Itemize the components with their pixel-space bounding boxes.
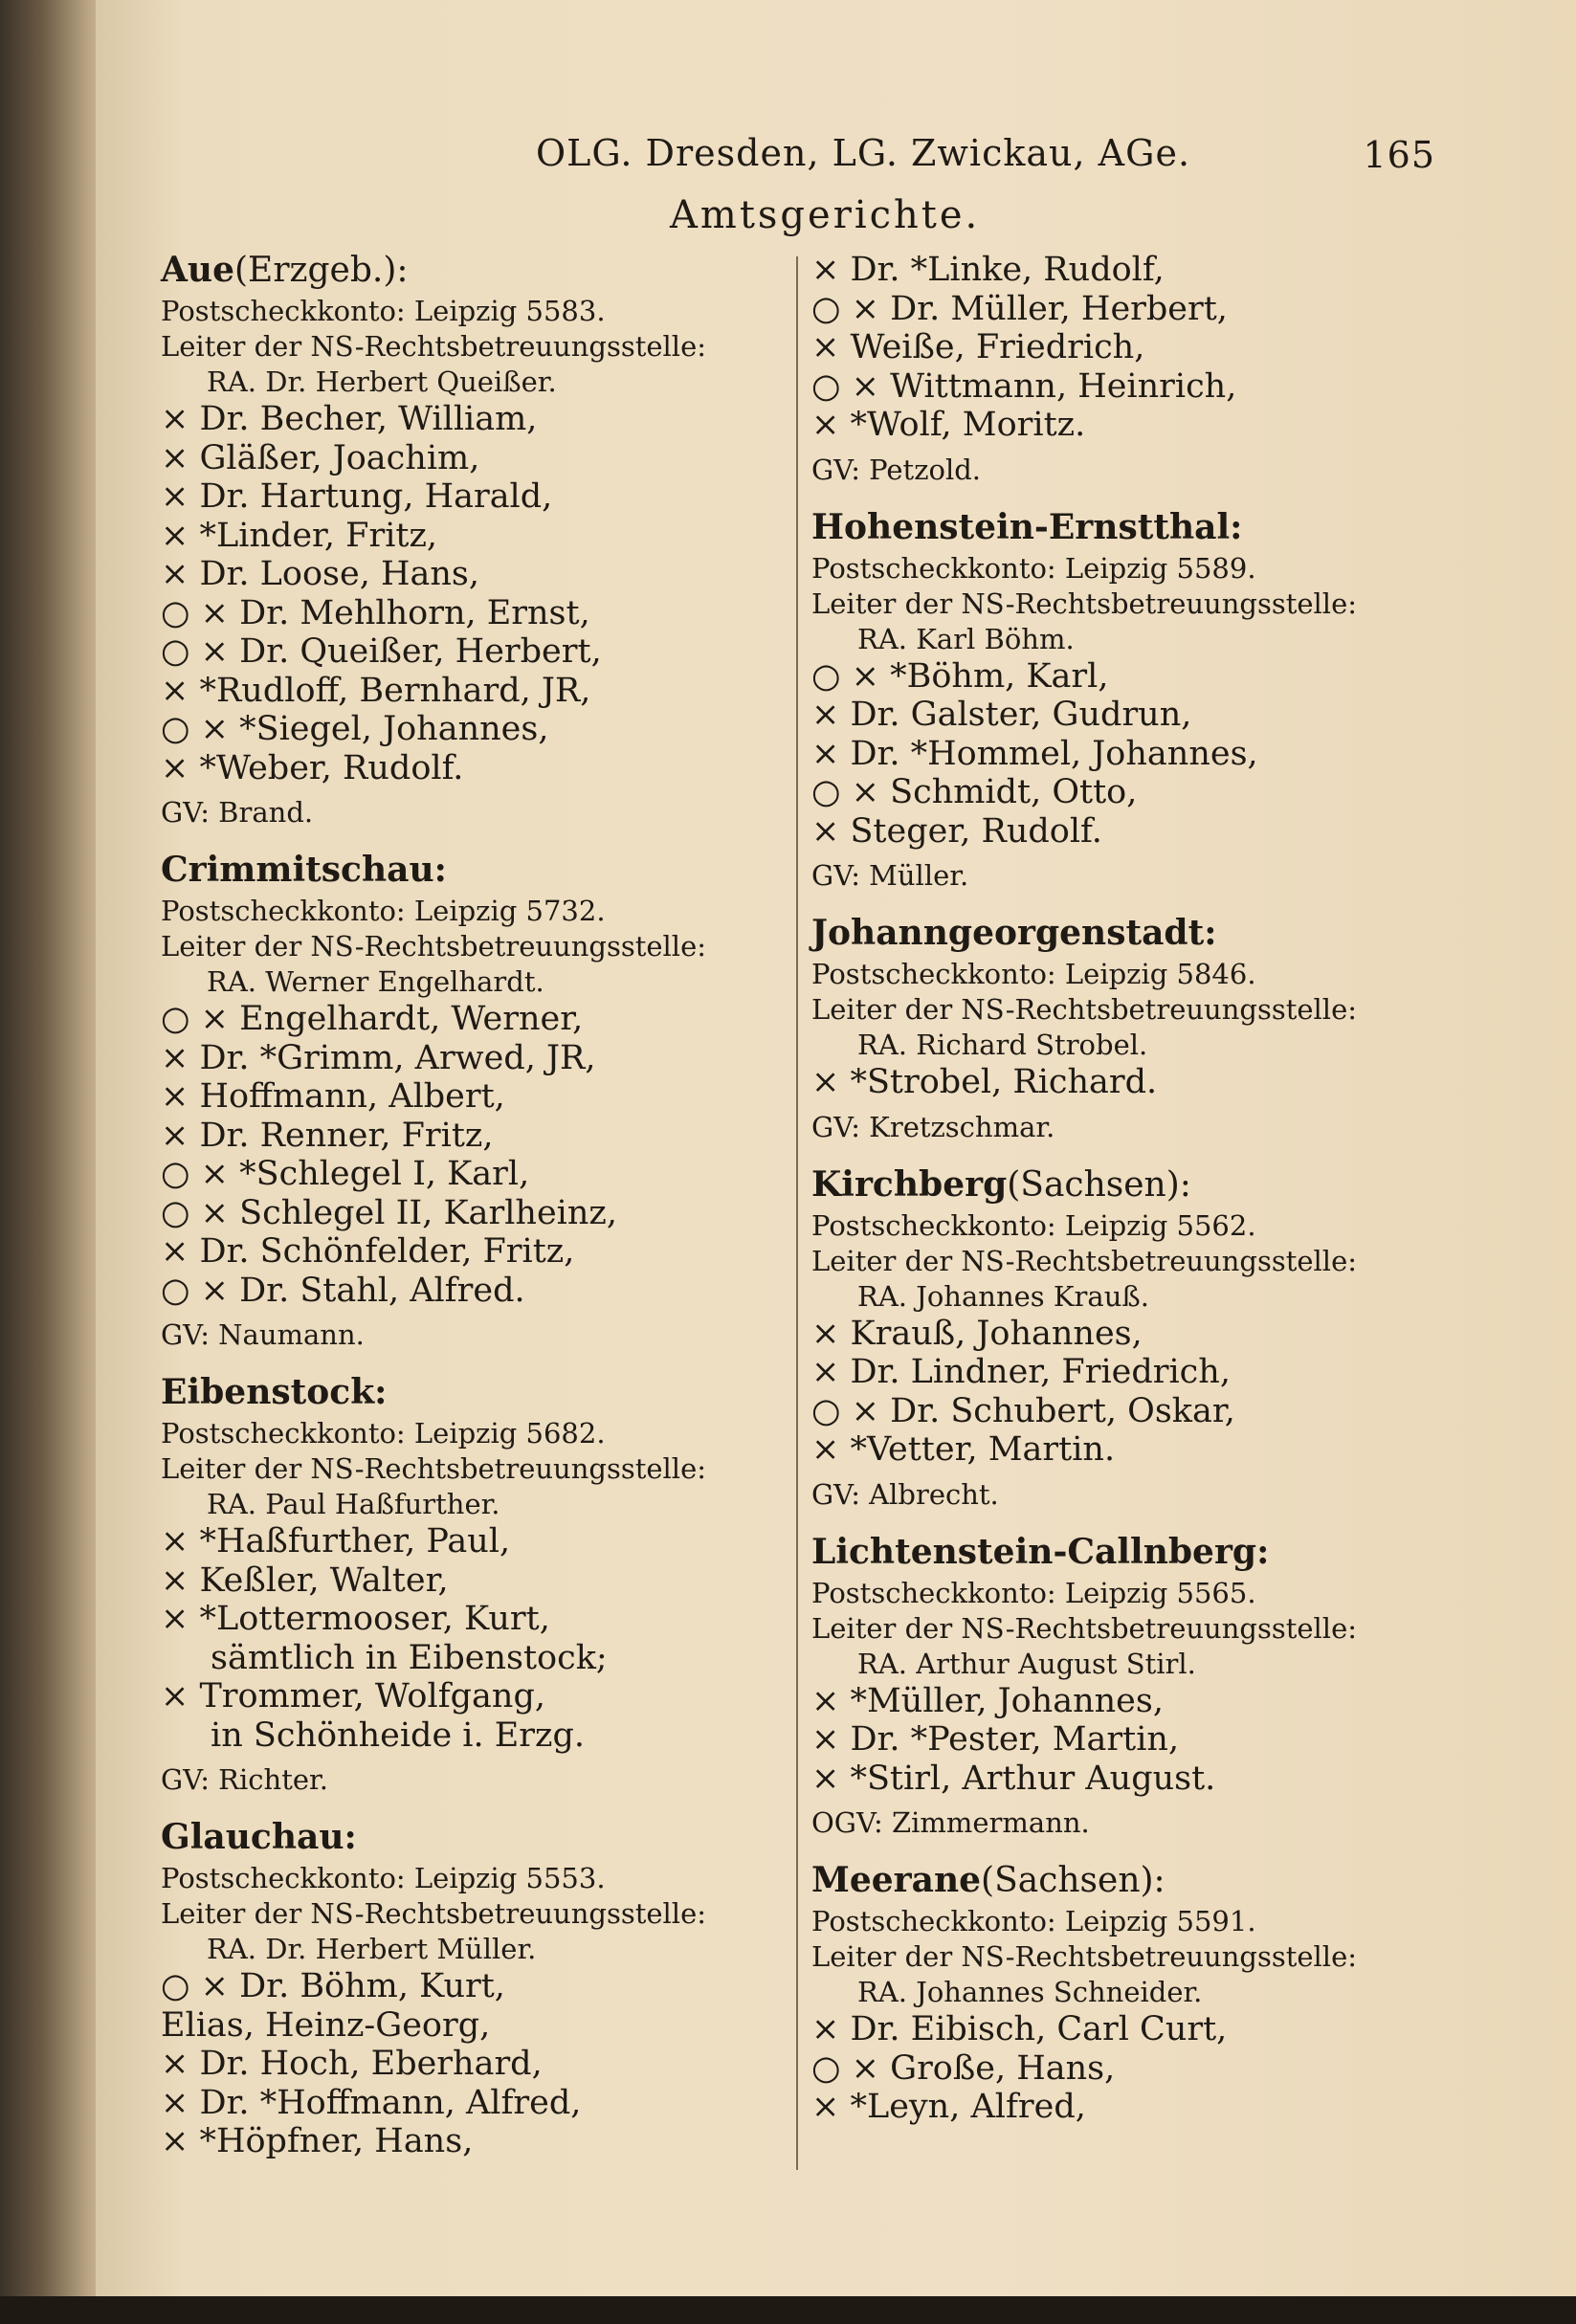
gerichtsvollzieher: GV: Albrecht.: [811, 1477, 999, 1511]
lawyer-entry: × *Haßfurther, Paul,: [161, 1522, 511, 1560]
lawyer-entry: ○ × Große, Hans,: [811, 2048, 1116, 2088]
lawyer-entry: × Dr. *Linke, Rudolf,: [811, 251, 1165, 289]
leiter-name: RA. Johannes Schneider.: [857, 1976, 1203, 2008]
lawyer-entry: × *Stirl, Arthur August.: [811, 1759, 1216, 1798]
lawyer-entry: ○ × Wittmann, Heinrich,: [811, 366, 1237, 406]
gerichtsvollzieher: GV: Richter.: [161, 1763, 328, 1796]
postscheck-account: Postscheckkonto: Leipzig 5589.: [811, 551, 1256, 585]
leiter-label: Leiter der NS-Rechtsbetreuungsstelle:: [161, 930, 707, 963]
lawyer-entry: ○ × Dr. Böhm, Kurt,: [161, 1967, 505, 2005]
lawyer-entry: × Dr. Renner, Fritz,: [161, 1116, 494, 1155]
leiter-name: RA. Johannes Krauß.: [857, 1279, 1149, 1313]
lawyer-entry: × Steger, Rudolf.: [811, 811, 1102, 851]
lawyer-entry: × Dr. *Pester, Martin,: [811, 1720, 1180, 1759]
postscheck-account: Postscheckkonto: Leipzig 5682.: [161, 1417, 606, 1450]
court-name: Glauchau:: [161, 1817, 357, 1857]
lawyer-entry: ○ × Schlegel II, Karlheinz,: [161, 1193, 617, 1232]
lawyer-entry: ○ × *Siegel, Johannes,: [161, 710, 549, 748]
leiter-name: RA. Karl Böhm.: [857, 622, 1075, 655]
leiter-label: Leiter der NS-Rechtsbetreuungsstelle:: [161, 1452, 707, 1485]
court-entry: [161, 847, 773, 1356]
lawyer-entry: × Dr. *Grimm, Arwed, JR,: [161, 1038, 596, 1077]
lawyer-entry: × Trommer, Wolfgang,: [161, 1677, 545, 1715]
lawyer-entry: in Schönheide i. Erzg.: [211, 1715, 585, 1755]
postscheck-account: Postscheckkonto: Leipzig 5583.: [161, 295, 606, 327]
lawyer-entry: × *Vetter, Martin.: [811, 1430, 1116, 1469]
lawyer-entry: ○ × Dr. Mehlhorn, Ernst,: [161, 593, 590, 632]
leiter-name: RA. Paul Haßfurther.: [207, 1488, 500, 1520]
court-name: Meerane: [811, 1860, 982, 1900]
left-column: [161, 247, 773, 2175]
lawyer-entry: ○ × Dr. Müller, Herbert,: [811, 289, 1228, 328]
lawyer-entry: × Keßler, Walter,: [161, 1560, 449, 1600]
leiter-label: Leiter der NS-Rechtsbetreuungsstelle:: [811, 587, 1358, 620]
lawyer-entry: × *Lottermooser, Kurt,: [161, 1600, 550, 1638]
court-entry: [161, 1814, 773, 2161]
lawyer-entry: × *Höpfner, Hans,: [161, 2122, 474, 2160]
court-name: Eibenstock:: [161, 1372, 388, 1412]
leiter-label: Leiter der NS-Rechtsbetreuungsstelle:: [811, 1611, 1358, 1645]
page-number: 165: [1363, 134, 1435, 176]
lawyer-entry: Elias, Heinz-Georg,: [161, 2005, 491, 2045]
court-entry: [811, 504, 1424, 897]
lawyer-entry: × *Linder, Fritz,: [161, 516, 438, 555]
gerichtsvollzieher: OGV: Zimmermann.: [811, 1806, 1090, 1839]
court-heading: [161, 1369, 773, 1416]
court-heading: [161, 847, 773, 894]
gerichtsvollzieher: GV: Brand.: [161, 796, 314, 829]
postscheck-account: Postscheckkonto: Leipzig 5591.: [811, 1905, 1256, 1937]
lawyer-entry: ○ × *Böhm, Karl,: [811, 656, 1109, 696]
court-heading: [811, 1857, 1424, 1904]
court-heading: [811, 910, 1424, 957]
lawyer-entry: × Dr. Hoch, Eberhard,: [161, 2045, 543, 2083]
court-name: Hohenstein-Ernstthal:: [811, 506, 1243, 547]
lawyer-entry: × Dr. Loose, Hans,: [161, 555, 479, 593]
lawyer-entry: × Dr. Eibisch, Carl Curt,: [811, 2010, 1228, 2048]
postscheck-account: Postscheckkonto: Leipzig 5846.: [811, 958, 1256, 990]
court-name: Aue: [161, 250, 235, 290]
leiter-label: Leiter der NS-Rechtsbetreuungsstelle:: [811, 1940, 1358, 1973]
lawyer-entry: × Dr. *Hommel, Johannes,: [811, 734, 1258, 773]
lawyer-entry: × Weiße, Friedrich,: [811, 328, 1145, 366]
lawyer-entry: × Dr. Lindner, Friedrich,: [811, 1353, 1231, 1391]
lawyer-entry: × Dr. Becher, William,: [161, 400, 538, 438]
court-entry: [161, 1369, 773, 1801]
lawyer-entry: sämtlich in Eibenstock;: [211, 1638, 608, 1677]
court-entry: [161, 247, 773, 833]
lawyer-entry: × Dr. *Hoffmann, Alfred,: [161, 2083, 582, 2122]
lawyer-entry: ○ × Dr. Stahl, Alfred.: [161, 1271, 525, 1310]
gerichtsvollzieher: GV: Petzold.: [811, 453, 982, 486]
lawyer-entry: × *Strobel, Richard.: [811, 1063, 1158, 1101]
court-entry: [811, 910, 1424, 1148]
leiter-name: RA. Richard Strobel.: [857, 1029, 1148, 1061]
page-bottom-edge: [0, 2296, 1576, 2324]
court-name-suffix: (Sachsen):: [1007, 1164, 1191, 1205]
lawyer-entry: × *Weber, Rudolf.: [161, 748, 464, 787]
court-heading: [811, 1529, 1424, 1576]
court-name: Johanngeorgenstadt:: [811, 913, 1217, 953]
court-entry: [811, 1857, 1424, 2127]
court-name: Lichtenstein-Callnberg:: [811, 1531, 1270, 1572]
lawyer-entry: × *Müller, Johannes,: [811, 1681, 1164, 1720]
leiter-label: Leiter der NS-Rechtsbetreuungsstelle:: [811, 1244, 1358, 1277]
leiter-label: Leiter der NS-Rechtsbetreuungsstelle:: [811, 993, 1358, 1026]
lawyer-entry: × Gläßer, Joachim,: [161, 438, 480, 477]
leiter-name: RA. Dr. Herbert Müller.: [207, 1933, 537, 1965]
court-entry: [811, 1529, 1424, 1845]
gerichtsvollzieher: GV: Kretzschmar.: [811, 1110, 1055, 1143]
postscheck-account: Postscheckkonto: Leipzig 5562.: [811, 1208, 1256, 1242]
lawyer-entry: ○ × Dr. Queißer, Herbert,: [161, 632, 602, 671]
lawyer-entry: × Dr. Schönfelder, Fritz,: [161, 1232, 575, 1271]
page-header: [536, 124, 1454, 182]
lawyer-entry: ○ × Engelhardt, Werner,: [161, 1000, 584, 1038]
court-entry: [811, 1162, 1424, 1516]
court-heading: [811, 1162, 1424, 1208]
running-title: OLG. Dresden, LG. Zwickau, AGe.: [536, 132, 1191, 174]
postscheck-account: Postscheckkonto: Leipzig 5553.: [161, 1862, 606, 1894]
court-name: Crimmitschau:: [161, 850, 447, 890]
section-title: Amtsgerichte.: [670, 193, 981, 237]
lawyer-entry: × Krauß, Johannes,: [811, 1314, 1143, 1353]
lawyer-entry: ○ × *Schlegel I, Karl,: [161, 1155, 530, 1193]
postscheck-account: Postscheckkonto: Leipzig 5565.: [811, 1576, 1256, 1609]
postscheck-account: Postscheckkonto: Leipzig 5732.: [161, 895, 606, 927]
leiter-name: RA. Arthur August Stirl.: [857, 1647, 1196, 1680]
court-heading: [161, 247, 773, 294]
leiter-label: Leiter der NS-Rechtsbetreuungsstelle:: [161, 330, 707, 363]
lawyer-entry: × *Wolf, Moritz.: [811, 406, 1086, 444]
lawyer-entry: × *Rudloff, Bernhard, JR,: [161, 671, 591, 710]
lawyer-entry: × Dr. Hartung, Harald,: [161, 477, 553, 516]
court-name: Kirchberg: [811, 1163, 1008, 1205]
court-entry: [811, 251, 1424, 491]
leiter-name: RA. Werner Engelhardt.: [207, 965, 544, 998]
court-heading: [161, 1814, 773, 1861]
court-name-suffix: (Sachsen):: [981, 1861, 1165, 1900]
court-name-suffix: (Erzgeb.):: [234, 251, 409, 290]
lawyer-entry: × Dr. Galster, Gudrun,: [811, 696, 1192, 734]
gerichtsvollzieher: GV: Müller.: [811, 859, 969, 892]
lawyer-entry: ○ × Dr. Schubert, Oskar,: [811, 1391, 1235, 1430]
lawyer-entry: ○ × Schmidt, Otto,: [811, 773, 1138, 811]
book-gutter: [0, 0, 103, 2324]
right-column: [811, 251, 1424, 2140]
gerichtsvollzieher: GV: Naumann.: [161, 1318, 365, 1351]
lawyer-entry: × Hoffmann, Albert,: [161, 1077, 505, 1116]
leiter-name: RA. Dr. Herbert Queißer.: [207, 365, 557, 398]
court-heading: [811, 504, 1424, 551]
lawyer-entry: × *Leyn, Alfred,: [811, 2088, 1086, 2126]
column-divider: [796, 256, 798, 2170]
leiter-label: Leiter der NS-Rechtsbetreuungsstelle:: [161, 1897, 707, 1930]
